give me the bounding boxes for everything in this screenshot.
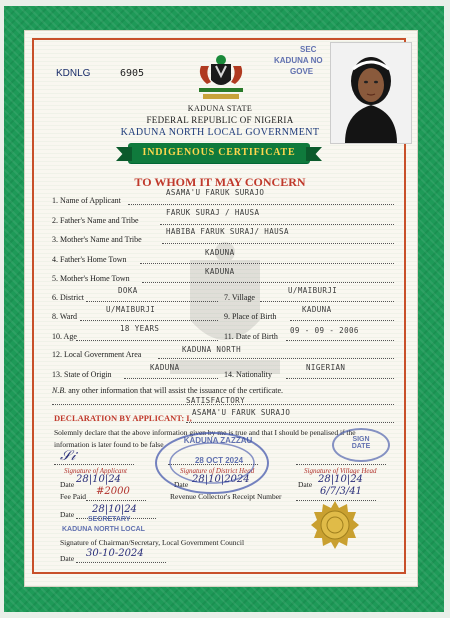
label-name-applicant: 1. Name of Applicant — [52, 196, 121, 205]
declaration-name: ASAMA'U FARUK SURAJO — [192, 408, 291, 417]
label-ward: 8. Ward — [52, 312, 77, 321]
label-mother-hometown: 5. Mother's Home Town — [52, 274, 130, 283]
receipt-label: Revenue Collector's Receipt Number — [170, 492, 282, 501]
label-nationality: 14. Nationality — [224, 370, 272, 379]
chairman-signature-label: Signature of Chairman/Secretary, Local Government Council — [60, 538, 245, 547]
round-stamp-date: 28 OCT 2024 — [194, 456, 244, 465]
to-whom-heading: TO WHOM IT MAY CONCERN — [134, 175, 306, 189]
district-date-label: Date — [174, 480, 189, 489]
sign-date-stamp — [332, 428, 390, 462]
serial-number: 6905 — [120, 68, 145, 79]
chairman-date-label: Date — [60, 554, 75, 563]
top-stamp-line3: GOVE — [290, 67, 314, 76]
top-stamp — [270, 44, 336, 82]
value-father-hometown: KADUNA — [205, 248, 235, 257]
serial-prefix: KDNLG — [56, 68, 91, 79]
top-stamp-line2: KADUNA NO — [274, 56, 323, 65]
applicant-date: 28|10|24 — [76, 474, 121, 485]
sign-stamp-1: SIGN — [352, 436, 370, 443]
value-name-applicant: ASAMA'U FARUK SURAJO — [166, 188, 265, 197]
value-village: U/MAIBURJI — [288, 286, 338, 295]
gold-seal-icon — [310, 500, 360, 550]
district-date: 28|10|2024 — [192, 474, 250, 485]
value-ward: U/MAIBURJI — [106, 305, 156, 314]
round-stamp-text: KADUNA ZAZZAU — [183, 436, 253, 445]
passport-photo — [330, 42, 412, 144]
value-place-birth: KADUNA — [302, 305, 332, 314]
applicant-date-label: Date — [60, 480, 75, 489]
secretary-stamp-2: KADUNA NORTH LOCAL — [62, 526, 145, 533]
value-mother-name: HABIBA FARUK SURAJ/ HAUSA — [166, 227, 289, 236]
coat-of-arms-icon — [193, 52, 249, 102]
secretary-stamp-1: SECRETARY — [88, 516, 131, 523]
applicant-signature-label: Signature of Applicant — [64, 467, 127, 475]
village-date-label: Date — [298, 480, 313, 489]
sign-stamp-2: DATE — [351, 443, 371, 450]
label-father-name: 2. Father's Name and Tribe — [52, 216, 139, 225]
state-name: KADUNA STATE — [187, 104, 253, 113]
value-dob: 09 - 09 - 2006 — [290, 326, 359, 335]
certificate-banner: INDIGENOUS CERTIFICATE — [128, 143, 310, 163]
value-father-name: FARUK SURAJ / HAUSA — [166, 208, 260, 217]
value-state-origin: KADUNA — [150, 363, 180, 372]
label-village: 7. Village — [224, 293, 255, 302]
label-district: 6. District — [52, 293, 84, 302]
chairman-date: 30-10-2024 — [86, 548, 144, 559]
label-mother-name: 3. Mother's Name and Tribe — [52, 235, 142, 244]
fee-label: Fee Paid — [60, 492, 87, 501]
nb-prefix: N.B. — [52, 386, 67, 395]
value-lga: KADUNA NORTH — [182, 345, 241, 354]
nb-note — [52, 386, 283, 395]
date2-value: 28|10|24 — [92, 504, 137, 515]
value-age: 18 YEARS — [120, 324, 160, 333]
village-date: 28|10|24 — [318, 474, 363, 485]
declaration-line1: Solemnly declare that the above information given by me is true and that I should be penalised if the — [54, 428, 356, 437]
label-place-birth: 9. Place of Birth — [224, 312, 277, 321]
nb-text: any other information that will assist the issuance of the certificate. — [68, 386, 284, 395]
declaration-line2: information is later found to be false — [54, 440, 164, 449]
applicant-signature: 𝒮𝒾 — [60, 448, 76, 464]
value-nationality: NIGERIAN — [306, 363, 346, 372]
label-father-hometown: 4. Father's Home Town — [52, 255, 127, 264]
value-district: DOKA — [118, 286, 138, 295]
top-stamp-line1: SEC — [300, 45, 317, 54]
declaration-title: DECLARATION BY APPLICANT: I, — [54, 413, 192, 423]
district-signature-label: Signature of District Head — [180, 467, 255, 475]
lga-name: KADUNA NORTH LOCAL GOVERNMENT — [120, 127, 320, 138]
fee-value: #2000 — [96, 486, 130, 497]
value-mother-hometown: KADUNA — [205, 267, 235, 276]
label-age: 10. Age — [52, 332, 77, 341]
nb-value: SATISFACTORY — [186, 396, 245, 405]
date2-label: Date — [60, 510, 75, 519]
receipt-value: 6/7/3/41 — [320, 486, 362, 497]
label-dob: 11. Date of Birth — [224, 332, 278, 341]
village-signature-label: Signature of Village Head — [304, 467, 377, 475]
republic-name: FEDERAL REPUBLIC OF NIGERIA — [146, 115, 294, 125]
label-lga: 12. Local Government Area — [52, 350, 142, 359]
label-state-origin: 13. State of Origin — [52, 370, 112, 379]
